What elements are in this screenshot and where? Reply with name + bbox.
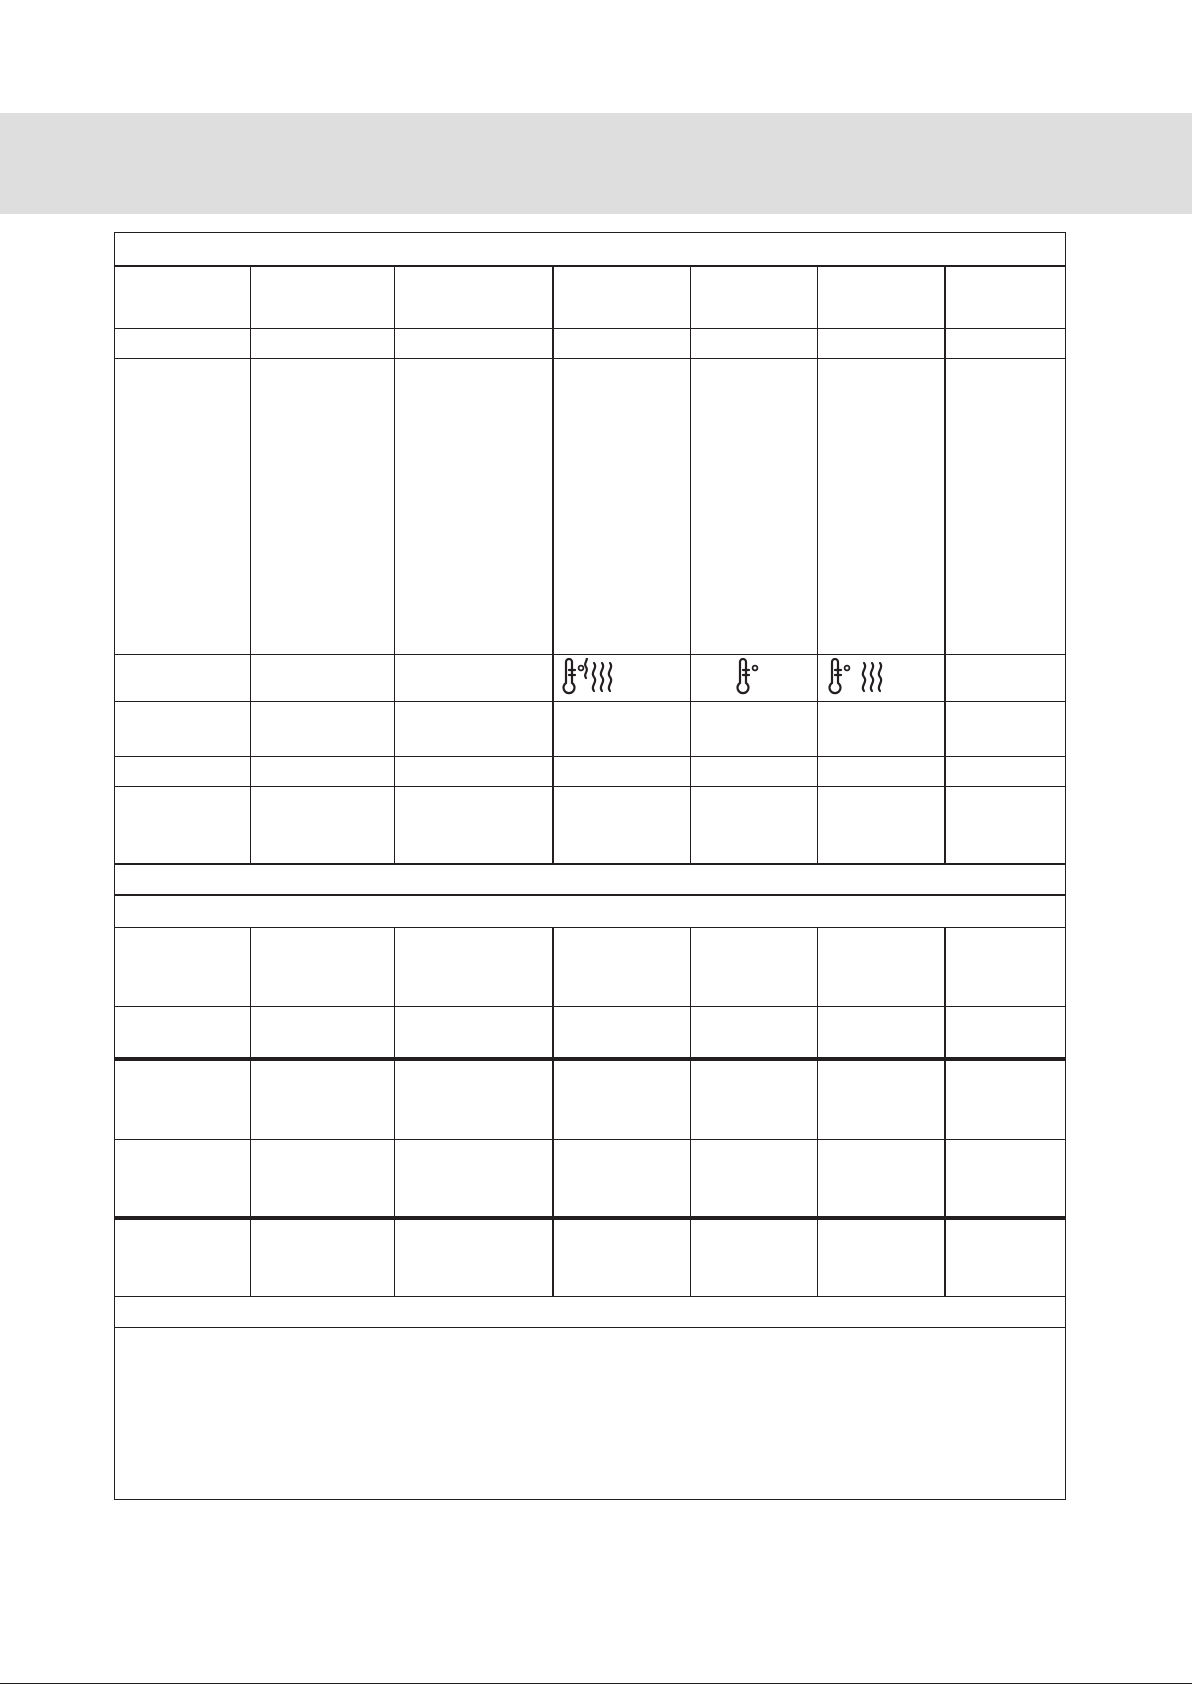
- table-row-rule: [114, 358, 1066, 359]
- table-row-rule: [114, 1327, 1066, 1328]
- data-table-frame: [114, 232, 1066, 1500]
- column-rule: [690, 265, 691, 863]
- table-row-rule: [114, 1296, 1066, 1297]
- table-row-rule: [114, 328, 1066, 329]
- table-row-rule: [114, 927, 1066, 928]
- thermometer-icon: [734, 658, 784, 698]
- column-rule: [944, 265, 946, 863]
- section-divider-rule: [114, 1216, 1066, 1220]
- column-rule: [394, 265, 395, 863]
- column-rule: [552, 265, 554, 863]
- table-row-rule: [114, 654, 1066, 655]
- header-band: [0, 113, 1192, 214]
- page-footer-rule: [0, 1683, 1192, 1684]
- table-title-rule: [114, 265, 1066, 267]
- column-rule: [944, 927, 946, 1296]
- table-row-rule: [114, 786, 1066, 787]
- column-rule: [250, 265, 251, 863]
- thermometer-heat-icon: [826, 658, 906, 698]
- column-rule: [817, 265, 818, 863]
- section-heading-rule: [114, 863, 1066, 865]
- column-rule: [690, 927, 691, 1296]
- column-rule: [817, 927, 818, 1296]
- table-row-rule: [114, 756, 1066, 757]
- section-heading-rule: [114, 894, 1066, 896]
- table-row-rule: [114, 1139, 1066, 1140]
- thermometer-heat-icon: [560, 658, 640, 698]
- column-rule: [250, 927, 251, 1296]
- table-row-rule: [114, 1006, 1066, 1007]
- section-divider-rule: [114, 1057, 1066, 1061]
- table-row-rule: [114, 701, 1066, 702]
- column-rule: [394, 927, 395, 1296]
- column-rule: [552, 927, 554, 1296]
